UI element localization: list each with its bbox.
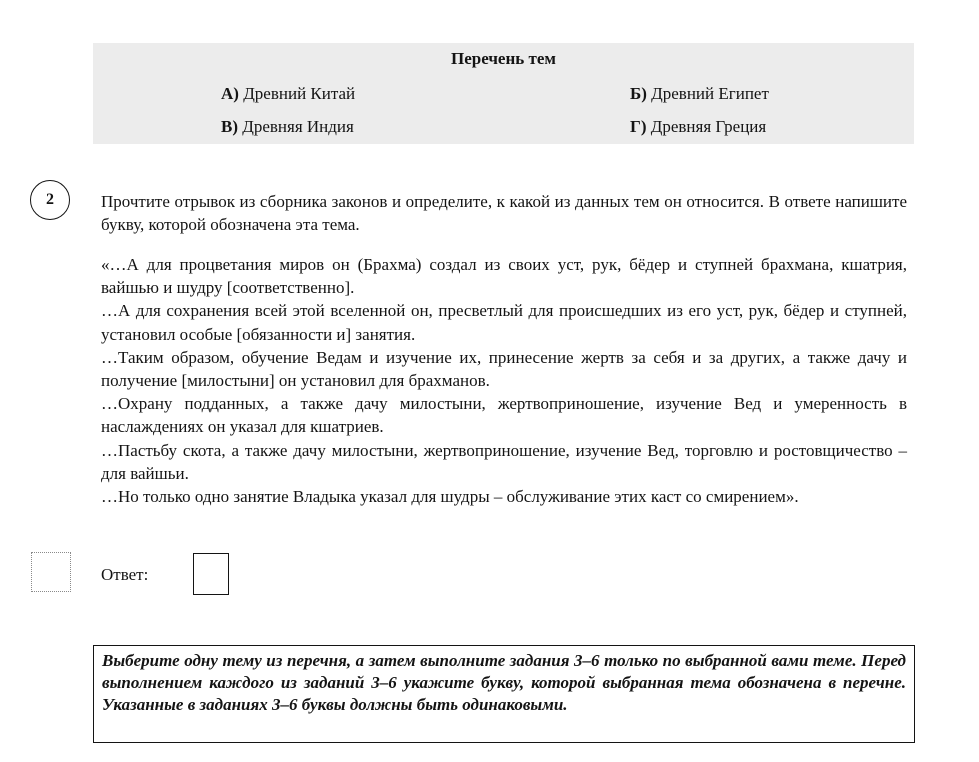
topic-item-a xyxy=(221,82,355,106)
topic-name: Древняя Греция xyxy=(650,117,767,136)
passage-paragraph: «…А для процветания миров он (Брахма) создал из своих уст, рук, бёдер и ступней брахмана, кшатрия, вайшью и шудру [соответственно]. xyxy=(101,255,907,298)
topic-name: Древний Египет xyxy=(651,84,769,103)
score-box xyxy=(31,552,71,592)
passage-paragraph: …Таким образом, обучение Ведам и изучение их, принесение жертв за себя и за других, а также дачу и получение [милостыни] он установил для брахманов. xyxy=(101,347,907,391)
topic-name: Древняя Индия xyxy=(242,117,354,136)
topic-letter: Г) xyxy=(630,117,647,136)
law-passage xyxy=(101,253,907,508)
answer-input-box[interactable] xyxy=(193,553,229,595)
topic-item-v xyxy=(221,115,354,139)
instruction-note-text: Выберите одну тему из перечня, а затем выполните задания 3–6 только по выбранной вами теме. Перед выполнением каждого из заданий 3–6 укажите букву, которой выбранная тема обозначена в перечне. Указанные в заданиях 3–6 буквы должны быть одинаковыми. xyxy=(102,651,906,714)
passage-paragraph: …А для сохранения всей этой вселенной он, пресветлый для происшедших из его уст, рук, бёдер и ступней, установил особые [обязанности и] занятия. xyxy=(101,301,907,344)
topic-list-title: Перечень тем xyxy=(451,49,556,68)
task-instruction: Прочтите отрывок из сборника законов и определите, к какой из данных тем он относится. В ответе напишите букву, которой обозначена эта тема. xyxy=(101,192,907,234)
instruction-note-box xyxy=(93,645,915,743)
passage-paragraph: …Охрану подданных, а также дачу милостыни, жертвоприношение, изучение Вед и умеренность в наслаждениях он указал для кшатриев. xyxy=(101,394,907,437)
topic-item-g xyxy=(630,115,766,139)
topic-list-box xyxy=(93,43,914,144)
passage-paragraph: …Но только одно занятие Владыка указал для шудры – обслуживание этих каст со смирением». xyxy=(101,487,799,507)
topic-name: Древний Китай xyxy=(243,84,356,103)
topic-letter: В) xyxy=(221,117,238,136)
topic-item-b xyxy=(630,82,769,106)
task-number-badge: 2 xyxy=(30,180,70,220)
passage-paragraph: …Пастьбу скота, а также дачу милостыни, жертвоприношение, изучение Вед, торговлю и ростовщичество – для вайшьи. xyxy=(101,440,907,483)
topic-letter: А) xyxy=(221,84,239,103)
answer-label: Ответ: xyxy=(101,565,149,584)
topic-letter: Б) xyxy=(630,84,647,103)
